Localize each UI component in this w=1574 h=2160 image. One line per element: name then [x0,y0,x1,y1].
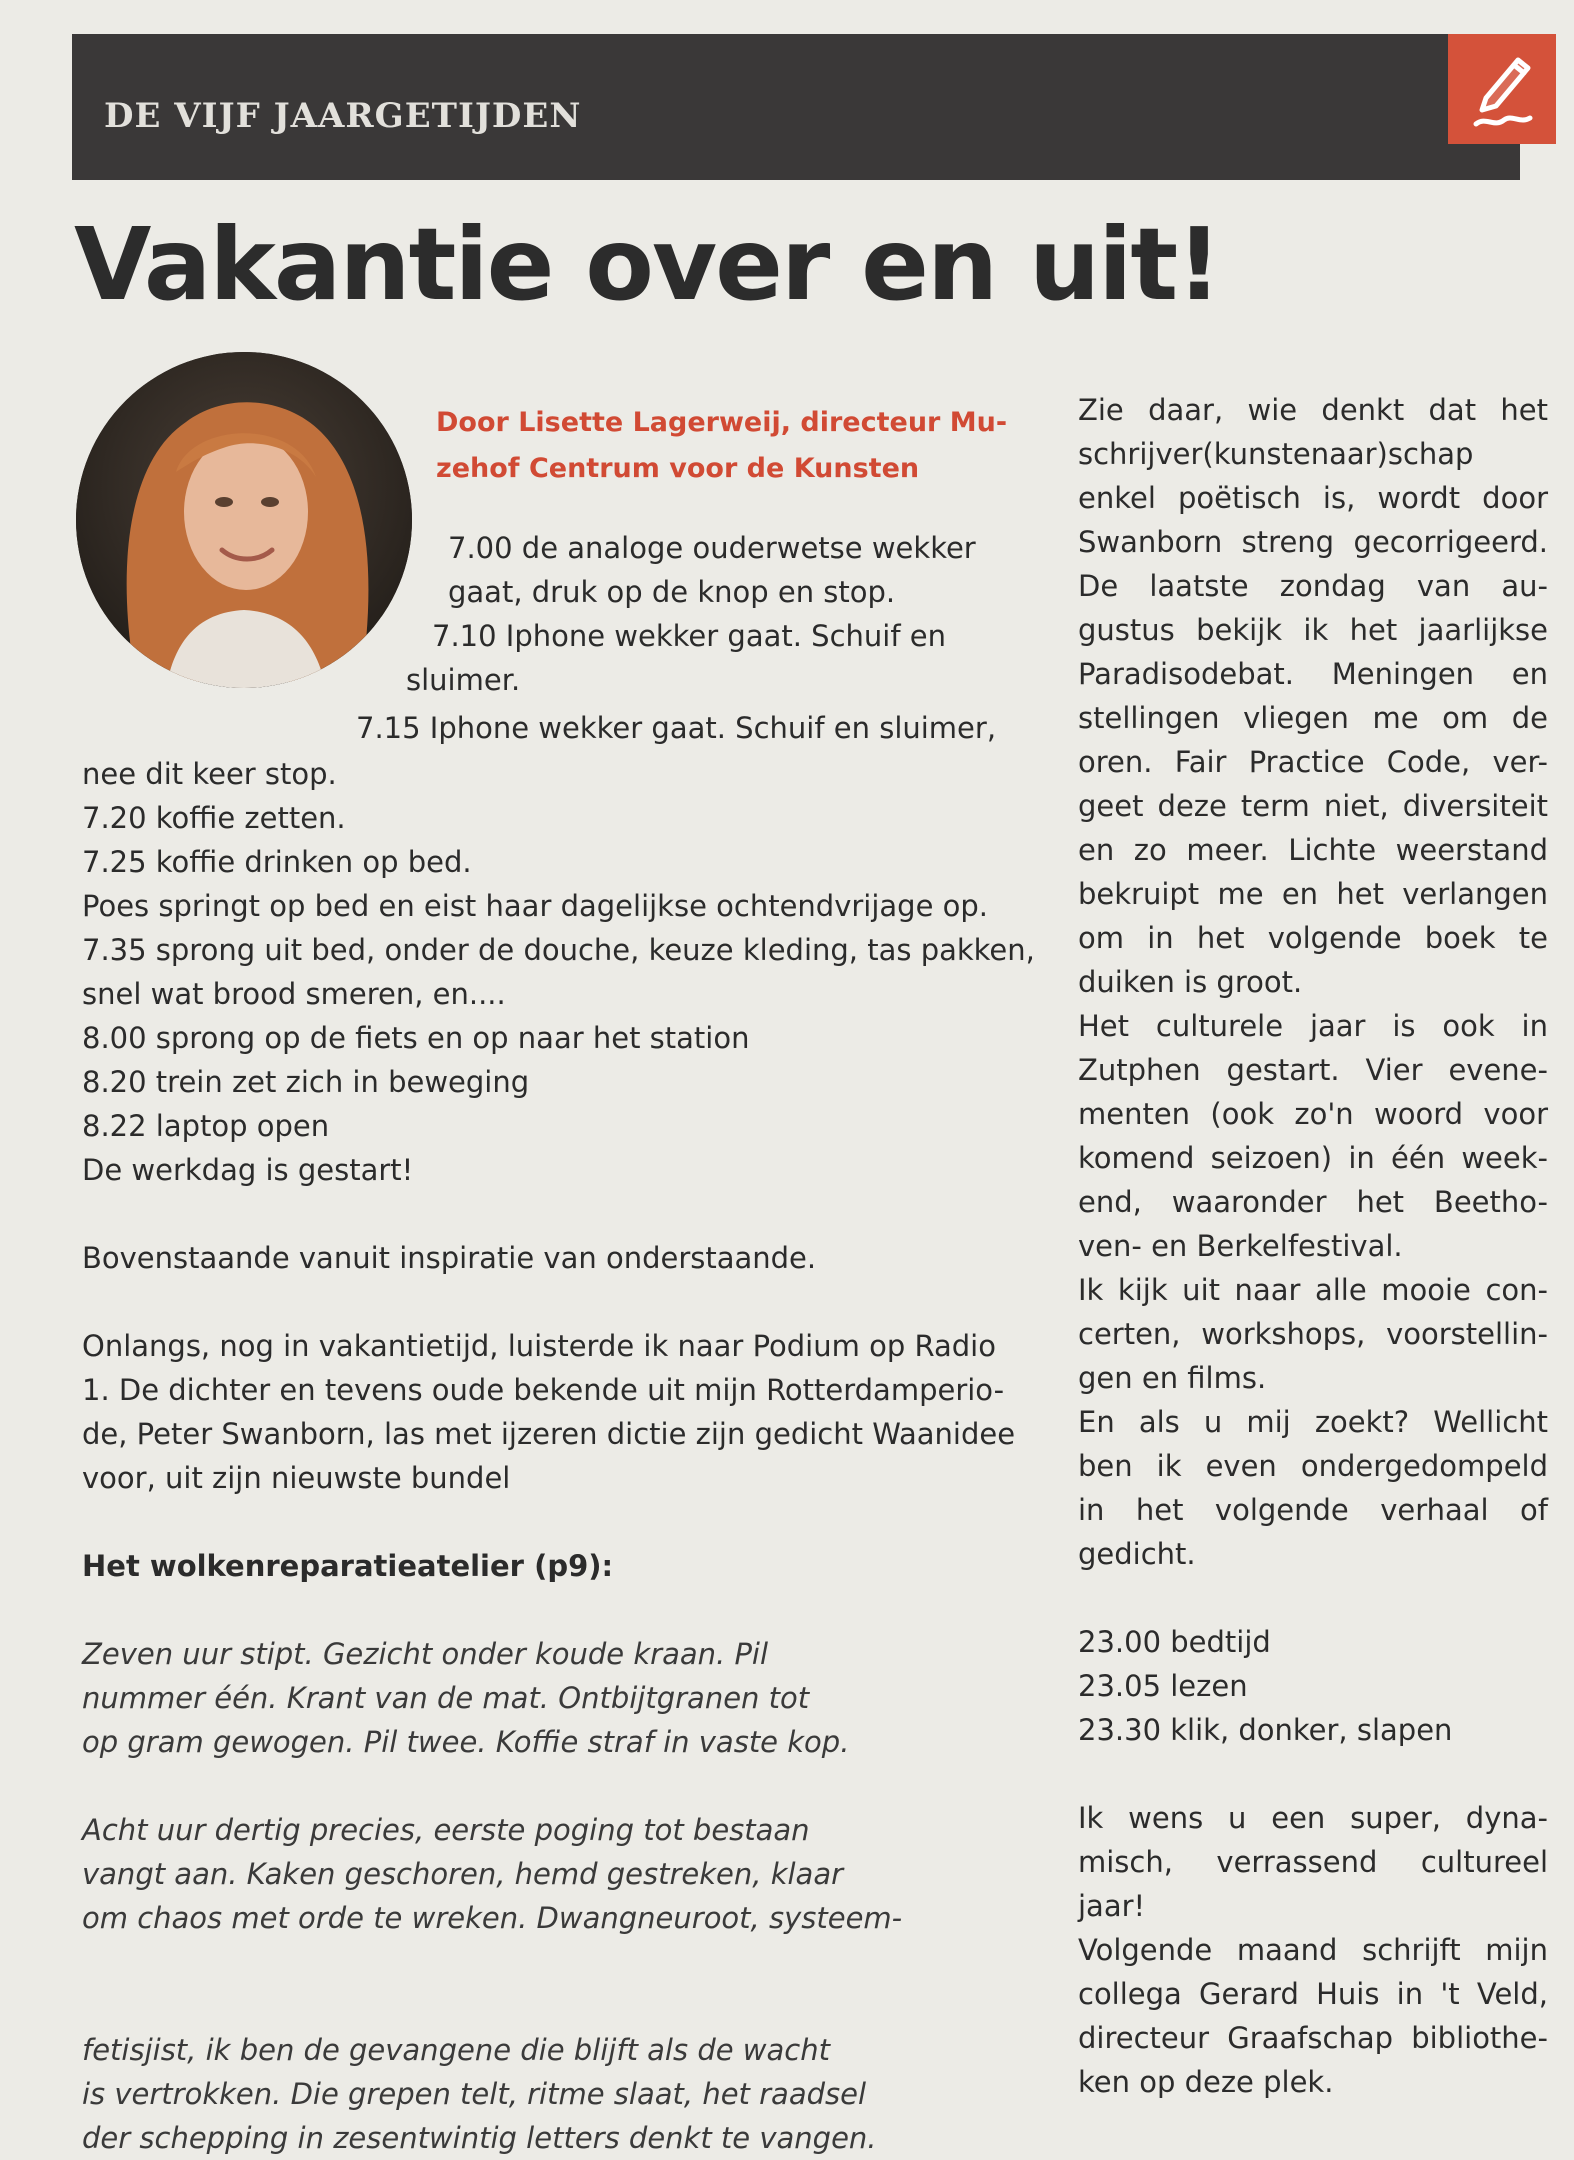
text-line: 1. De dichter en tevens oude bekende uit mijn Rotterdamperio- [82,1373,1005,1407]
text-line: komend seizoen) in één week- [1078,1141,1548,1175]
article-headline: Vakantie over en uit! [74,206,1220,323]
text-line: Ik wens u een super, dyna- [1078,1801,1548,1835]
text-line: Volgende maand schrijft mijn [1078,1933,1548,1967]
column-badge [1448,34,1556,144]
pen-icon [1468,46,1538,132]
text-line: misch, verrassend cultureel [1078,1845,1548,1879]
text-line: om in het volgende boek te [1078,921,1548,955]
text-line: Poes springt op bed en eist haar dagelijkse ochtendvrijage op. [82,889,989,923]
text-line: directeur Graafschap bibliothe- [1078,2021,1548,2055]
text-line: gustus bekijk ik het jaarlijkse [1078,613,1548,647]
text-line: 23.30 klik, donker, slapen [1078,1713,1453,1747]
text-line: nee dit keer stop. [82,757,337,791]
text-line: Het culturele jaar is ook in [1078,1009,1548,1043]
poem-line: Zeven uur stipt. Gezicht onder koude kraan. Pil [82,1637,769,1671]
text-line: ken op deze plek. [1078,2065,1334,2099]
byline-line: Door Lisette Lagerweij, directeur Mu- [436,407,1008,438]
text-line: de, Peter Swanborn, las met ijzeren dictie zijn gedicht Waanidee [82,1417,1016,1451]
left-column [82,752,1035,2160]
text-line: sluimer. [406,663,521,697]
text-line: jaar! [1078,1889,1146,1923]
poem-line: Acht uur dertig precies, eerste poging tot bestaan [82,1813,810,1847]
poem-line: om chaos met orde te wreken. Dwangneuroot, systeem- [82,1901,903,1935]
byline [436,400,1028,492]
section-banner [72,34,1520,180]
intro-text-top [448,526,976,614]
byline-line: zehof Centrum voor de Kunsten [436,453,920,484]
poem-line: is vertrokken. Die grepen telt, ritme slaat, het raadsel [82,2077,867,2111]
poem-line: vangt aan. Kaken geschoren, hemd gestreken, klaar [82,1857,844,1891]
text-line: Zutphen gestart. Vier evene- [1078,1053,1548,1087]
text-line: in het volgende verhaal of [1078,1493,1548,1527]
text-line: ben ik even ondergedompeld [1078,1449,1548,1483]
text-line: Swanborn streng gecorrigeerd. [1078,525,1548,559]
text-line: snel wat brood smeren, en.... [82,977,506,1011]
text-line: 7.15 Iphone wekker gaat. Schuif en sluimer, [356,711,997,745]
text-line: stellingen vliegen me om de [1078,701,1548,735]
text-line: 7.20 koffie zetten. [82,801,346,835]
text-line: enkel poëtisch is, wordt door [1078,481,1548,515]
intro-text-mid [432,614,946,658]
text-line: 8.22 laptop open [82,1109,330,1143]
text-line: De werkdag is gestart! [82,1153,414,1187]
poem-line: nummer één. Krant van de mat. Ontbijtgranen tot [82,1681,810,1715]
text-line: Ik kijk uit naar alle mooie con- [1078,1273,1548,1307]
text-line: 7.25 koffie drinken op bed. [82,845,472,879]
text-line: 8.20 trein zet zich in beweging [82,1065,530,1099]
text-line: duiken is groot. [1078,965,1303,999]
text-line: Zie daar, wie denkt dat het [1078,393,1548,427]
text-line: gaat, druk op de knop en stop. [448,575,896,609]
text-line: 8.00 sprong op de fiets en op naar het station [82,1021,750,1055]
text-line: end, waaronder het Beetho- [1078,1185,1548,1219]
text-line: Paradisodebat. Meningen en [1078,657,1548,691]
text-line: 7.35 sprong uit bed, onder de douche, keuze kleding, tas pakken, [82,933,1035,967]
text-line: 7.10 Iphone wekker gaat. Schuif en [432,619,946,653]
author-portrait [76,352,412,688]
text-line: Bovenstaande vanuit inspiratie van onderstaande. [82,1241,817,1275]
text-line: certen, workshops, voorstellin- [1078,1317,1548,1351]
intro-text-mid2 [406,658,520,702]
text-line: 23.05 lezen [1078,1669,1248,1703]
text-line: geet deze term niet, diversiteit [1078,789,1548,823]
poem-line: fetisjist, ik ben de gevangene die blijft als de wacht [82,2033,830,2067]
text-line: collega Gerard Huis in 't Veld, [1078,1977,1548,2011]
right-column [1078,388,1548,2104]
text-line: voor, uit zijn nieuwste bundel [82,1461,511,1495]
poem-line: der schepping in zesentwintig letters denkt te vangen. [82,2121,877,2155]
intro-text-wide [356,706,996,750]
text-line: menten (ook zo'n woord voor [1078,1097,1548,1131]
text-line: gedicht. [1078,1537,1196,1571]
text-line: 23.00 bedtijd [1078,1625,1271,1659]
text-line: oren. Fair Practice Code, ver- [1078,745,1548,779]
text-line: Onlangs, nog in vakantietijd, luisterde ik naar Podium op Radio [82,1329,996,1363]
text-line: 7.00 de analoge ouderwetse wekker [448,531,976,565]
text-line: schrijver(kunstenaar)schap [1078,437,1474,471]
text-line: ven- en Berkelfestival. [1078,1229,1403,1263]
text-line: en zo meer. Lichte weerstand [1078,833,1548,867]
section-label: DE VIJF JAARGETIJDEN [104,96,582,136]
text-line: De laatste zondag van au- [1078,569,1548,603]
text-line: En als u mij zoekt? Wellicht [1078,1405,1548,1439]
text-line: gen en films. [1078,1361,1267,1395]
text-line: bekruipt me en het verlangen [1078,877,1548,911]
bundle-title: Het wolkenreparatieatelier (p9): [82,1549,614,1583]
poem-line: op gram gewogen. Pil twee. Koffie straf in vaste kop. [82,1725,850,1759]
